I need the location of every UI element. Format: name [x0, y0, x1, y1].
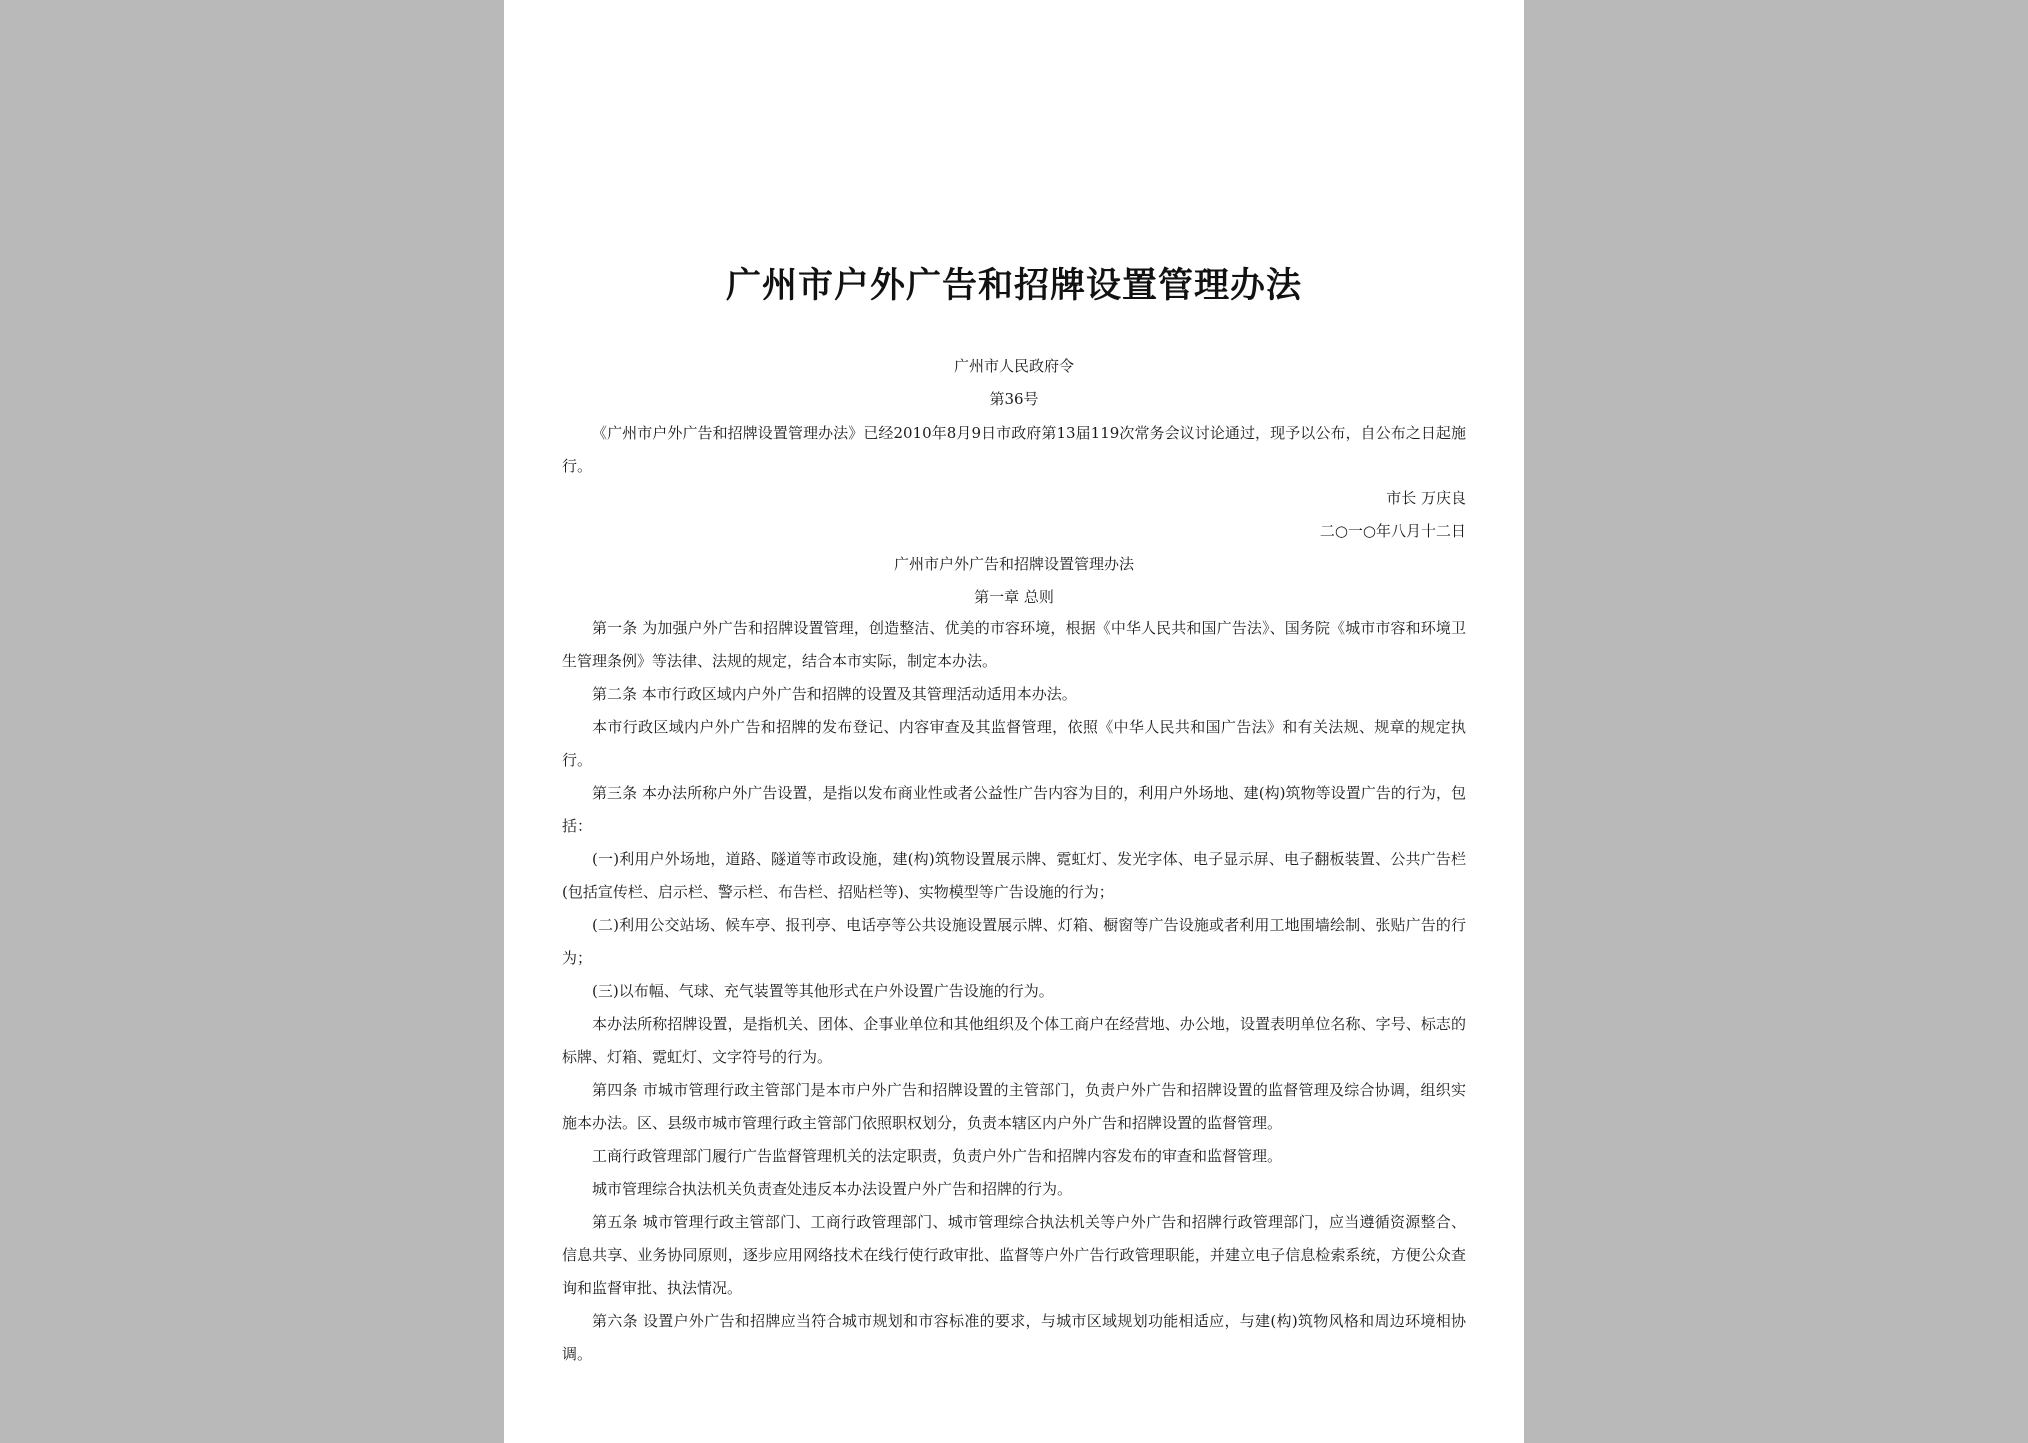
document-subtitle: 广州市户外广告和招牌设置管理办法	[893, 555, 1134, 573]
document-date: 二○一○年八月十二日	[1319, 522, 1466, 540]
paragraph: 第三条 本办法所称户外广告设置，是指以发布商业性或者公益性广告内容为目的，利用户外场地、建(构)筑物等设置广告的行为，包括：	[562, 784, 1466, 835]
paragraph: 第五条 城市管理行政主管部门、工商行政管理部门、城市管理综合执法机关等户外广告和招牌行政管理部门，应当遵循资源整合、信息共享、业务协同原则，逐步应用网络技术在线行使行政审批、监督等户外广告行政管理职能，并建立电子信息检索系统，方便公众查询和监督审批、执法情况。	[562, 1213, 1466, 1297]
document-title: 广州市户外广告和招牌设置管理办法	[725, 265, 1302, 306]
paragraph: 第一条 为加强户外广告和招牌设置管理，创造整洁、优美的市容环境，根据《中华人民共和国广告法》、国务院《城市市容和环境卫生管理条例》等法律、法规的规定，结合本市实际，制定本办法。	[562, 619, 1466, 670]
signature: 市长 万庆良	[1386, 489, 1466, 507]
articles-body	[562, 612, 1466, 1371]
paragraph: 第四条 市城市管理行政主管部门是本市户外广告和招牌设置的主管部门，负责户外广告和招牌设置的监督管理及综合协调，组织实施本办法。区、县级市城市管理行政主管部门依照职权划分，负责本辖区内户外广告和招牌设置的监督管理。	[562, 1081, 1466, 1132]
document-page	[504, 0, 1524, 1443]
paragraph: 第二条 本市行政区域内户外广告和招牌的设置及其管理活动适用本办法。	[592, 685, 1077, 703]
chapter-heading: 第一章 总则	[974, 588, 1054, 606]
paragraph: 第六条 设置户外广告和招牌应当符合城市规划和市容标准的要求，与城市区域规划功能相适应，与建(构)筑物风格和周边环境相协调。	[562, 1312, 1466, 1363]
paragraph: 工商行政管理部门履行广告监督管理机关的法定职责，负责户外广告和招牌内容发布的审查和监督管理。	[592, 1147, 1283, 1165]
decree-issuer: 广州市人民政府令	[953, 357, 1074, 375]
paragraph: (二)利用公交站场、候车亭、报刊亭、电话亭等公共设施设置展示牌、灯箱、橱窗等广告设施或者利用工地围墙绘制、张贴广告的行为；	[562, 916, 1466, 967]
paragraph: (三)以布幅、气球、充气装置等其他形式在户外设置广告设施的行为。	[592, 982, 1054, 1000]
paragraph: 本办法所称招牌设置，是指机关、团体、企事业单位和其他组织及个体工商户在经营地、办公地，设置表明单位名称、字号、标志的标牌、灯箱、霓虹灯、文字符号的行为。	[562, 1015, 1466, 1066]
promulgation-paragraph	[562, 417, 1466, 483]
paragraph: (一)利用户外场地，道路、隧道等市政设施，建(构)筑物设置展示牌、霓虹灯、发光字体、电子显示屏、电子翻板装置、公共广告栏(包括宣传栏、启示栏、警示栏、布告栏、招贴栏等)、实物模型等广告设施的行为；	[562, 850, 1466, 901]
promulgation-text: 《广州市户外广告和招牌设置管理办法》已经2010年8月9日市政府第13届119次常务会议讨论通过，现予以公布，自公布之日起施行。	[562, 424, 1466, 475]
paragraph: 本市行政区域内户外广告和招牌的发布登记、内容审查及其监督管理，依照《中华人民共和国广告法》和有关法规、规章的规定执行。	[562, 718, 1466, 769]
decree-number: 第36号	[989, 390, 1039, 408]
paragraph: 城市管理综合执法机关负责查处违反本办法设置户外广告和招牌的行为。	[592, 1180, 1073, 1198]
